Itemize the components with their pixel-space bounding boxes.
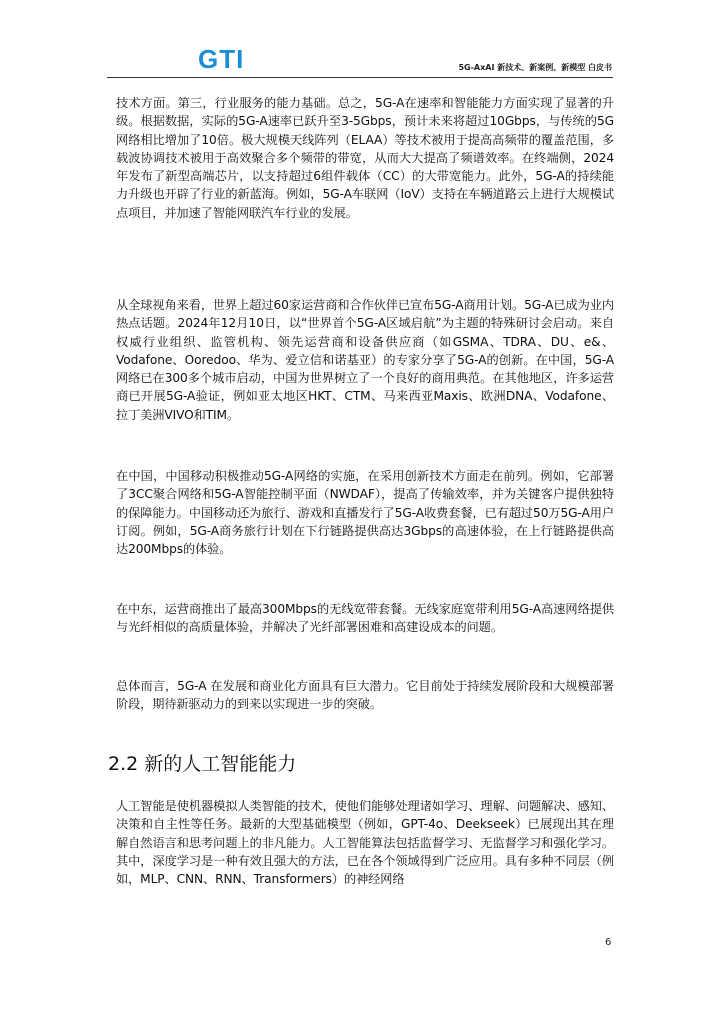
paragraph-summary: 总体而言，5G-A 在发展和商业化方面具有巨大潜力。它目前处于持续发展阶段和大规模部署阶段，期待新驱动力的到来以实现进一步的突破。 xyxy=(116,679,614,712)
paragraph-china-mobile: 在中国，中国移动积极推动5G-A网络的实施，在采用创新技术方面走在前列。例如，它部署了3CC聚合网络和5G-A智能控制平面（NWDAF），提高了传输效率，并为关键客户提供独特的保障能力。中国移动还为旅行、游戏和直播发行了5G-A收费套餐，已有超过50万5G-A用户订阅。例如，5G-A商务旅行计划在下行链路提供高达3Gbps的高速体验，在上行链路提供高达200Mbps的体验。 xyxy=(116,469,614,557)
paragraph-global-view: 从全球视角来看，世界上超过60家运营商和合作伙伴已宣布5G-A商用计划。5G-A已成为业内热点话题。2024年12月10日，以“世界首个5G-A区域启航”为主题的特殊研讨会启动。来自权威行业组织、监管机构、领先运营商和设备供应商（如GSMA、TDRA、DU、e&、Vodafone、Ooredoo、华为、爱立信和诺基亚）的专家分享了5G-A的创新。在中国，5G-A网络已在300多个城市启动，中国为世界树立了一个良好的商用典范。在其他地区，许多运营商已开展5G-A验证，例如亚太地区HKT、CTM、马来西亚Maxis、欧洲DNA、Vodafone、拉丁美洲VIVO和TIM。 xyxy=(116,298,614,422)
paragraph-5ga-upgrade: 技术方面。第三，行业服务的能力基础。总之，5G-A在速率和智能能力方面实现了显著的升级。根据数据，实际的5G-A速率已跃升至3-5Gbps，预计未来将超过10Gbps，与传统的5G网络相比增加了10倍。极大规模天线阵列（ELAA）等技术被用于提高高频带的覆盖范围，多载波协调技术被用于高效聚合多个频带的带宽，从而大大提高了频谱效率。在终端侧，2024年发布了新型高端芯片，以支持超过6组件载体（CC）的大带宽能力。此外，5G-A的持续能力升级也开辟了行业的新蓝海。例如，5G-A车联网（IoV）支持在车辆道路云上进行大规模试点项目，并加速了智能网联汽车行业的发展。 xyxy=(116,96,614,220)
page-number: 6 xyxy=(605,937,612,948)
section-heading: 2.2 新的人工智能能力 xyxy=(108,753,297,775)
paragraph-middle-east: 在中东，运营商推出了最高300Mbps的无线宽带套餐。无线家庭宽带利用5G-A高速网络提供与光纤相似的高质量体验，并解决了光纤部署困难和高建设成本的问题。 xyxy=(116,602,614,635)
paragraph-ai-intro: 人工智能是使机器模拟人类智能的技术，使他们能够处理诸如学习、理解、问题解决、感知、决策和自主性等任务。最新的大型基础模型（例如，GPT-4o、Deekseek）已展现出其在理解自然语言和思考问题上的非凡能力。人工智能算法包括监督学习、无监督学习和强化学习。其中，深度学习是一种有效且强大的方法，已在各个领域得到广泛应用。具有多种不同层（例如，MLP、CNN、RNN、Transformers）的神经网络 xyxy=(116,799,614,887)
document-title: 5G-AxAI 新技术、新案例、新模型 白皮书 xyxy=(458,63,612,72)
header-divider xyxy=(107,77,613,78)
gti-logo: GTI xyxy=(198,44,245,74)
